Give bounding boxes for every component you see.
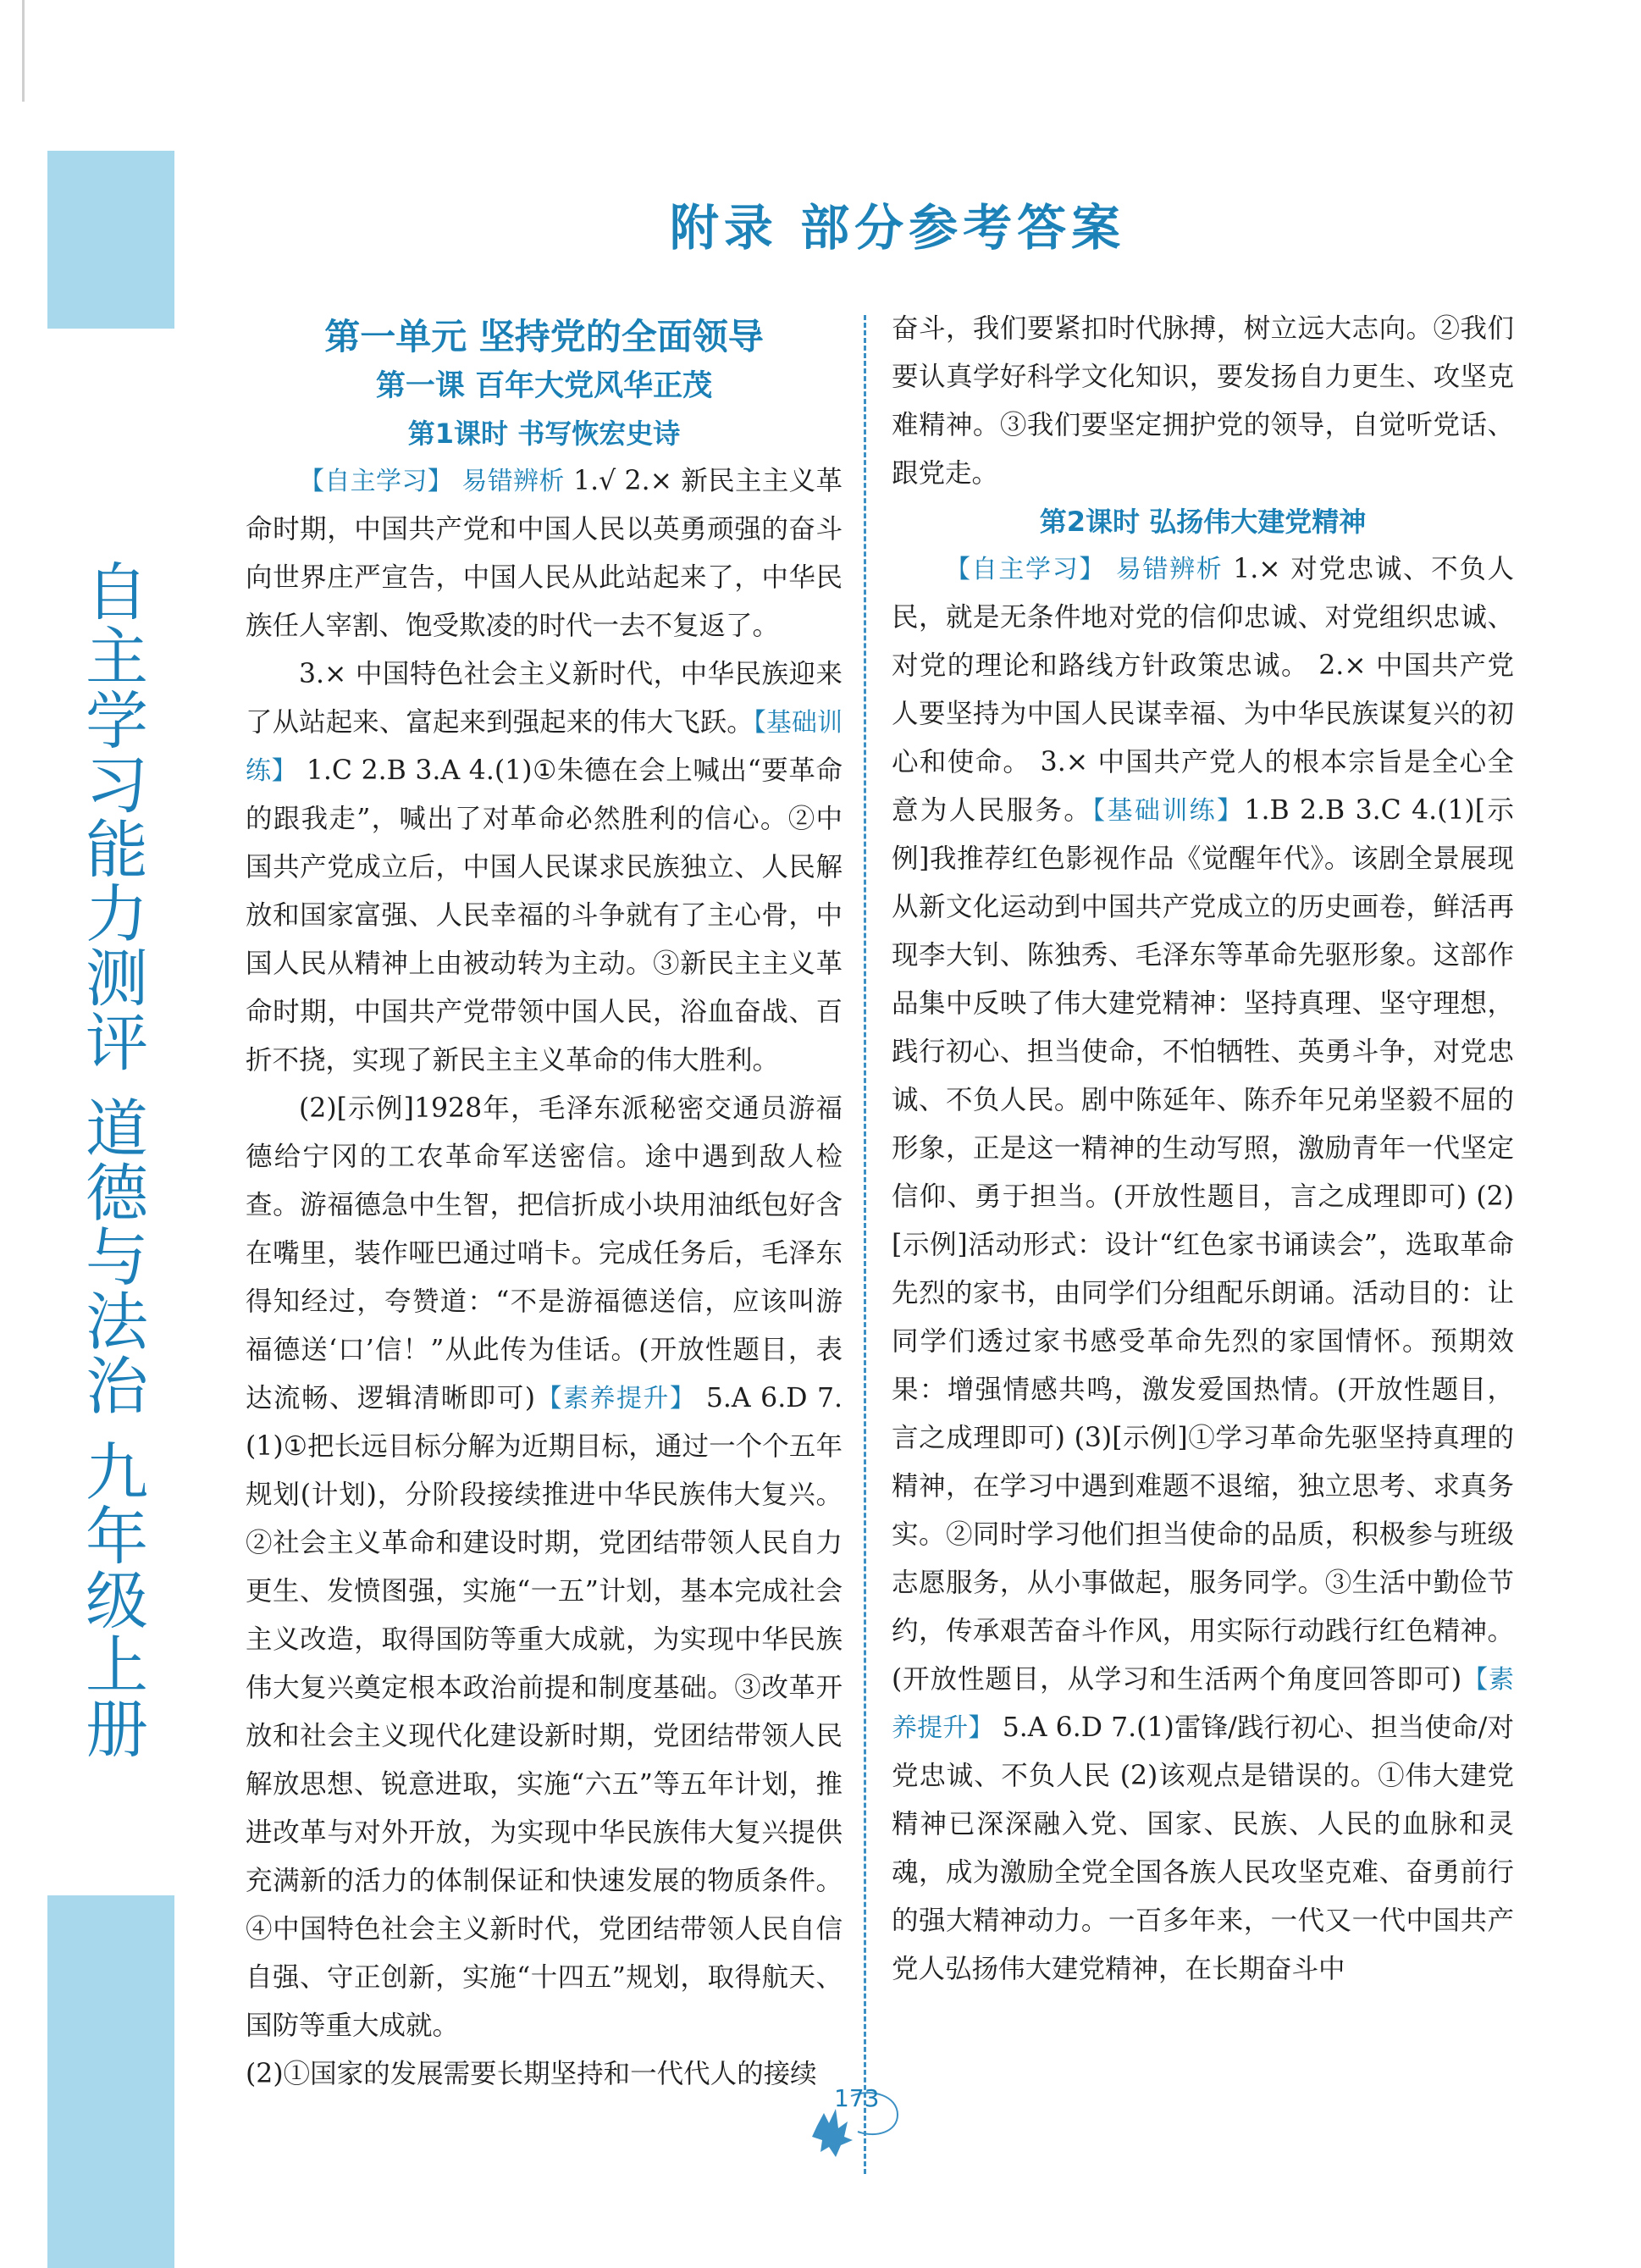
right-column	[892, 305, 1514, 1994]
section-tag: 【素养提升】	[535, 1384, 697, 1413]
section-subtag: 易错辨析	[461, 467, 565, 496]
side-color-bar-top	[47, 151, 174, 329]
section-tag: 【基础训练】	[246, 708, 843, 786]
book-title-vertical: 自主学习能力测评 道德与法治 九年级上册	[75, 559, 148, 1762]
answer-text: 1.√ 2.× 新民主主义革命时期，中国共产党和中国人民以英勇顽强的奋斗向世界庄严宣告，中国人民从此站起来了，中华民族任人宰割、饱受欺凌的时代一去不复返了。	[246, 466, 843, 641]
answer-text: 5.A 6.D 7.(1)雷锋/践行初心、担当使命/对党忠诚、不负人民 (2)该观点是错误的。①伟大建党精神已深深融入党、国家、民族、人民的血脉和灵魂，成为激励全党全国各族人民攻坚克难、奋勇前行的强大精神动力。一百多年来，一代又一代中国共产党人弘扬伟大建党精神，在长期奋斗中	[892, 1712, 1514, 1984]
period-heading: 第2课时 弘扬伟大建党精神	[1039, 506, 1367, 538]
answer-paragraph	[892, 545, 1514, 1994]
section-tag: 【自主学习】	[299, 467, 454, 496]
side-color-bar-bottom	[47, 1895, 174, 2268]
answer-paragraph	[246, 650, 843, 1085]
answer-paragraph	[892, 305, 1514, 498]
answer-text: 3.× 中国特色社会主义新时代，中华民族迎来了从站起来、富起来到强起来的伟大飞跃。	[246, 659, 843, 738]
answer-text: 5.A 6.D 7.(1)①把长远目标分解为近期目标，通过一个个五年规划(计划)，分阶段接续推进中华民族伟大复兴。②社会主义革命和建设时期，党团结带领人民自力更生、发愤图强，实施“一五”计划，基本完成社会主义改造，取得国防等重大成就，为实现中华民族伟大复兴奠定根本政治前提和制度基础。③改革开放和社会主义现代化建设新时期，党团结带领人民解放思想、锐意进取，实施“六五”等五年计划，推进改革与对外开放，为实现中华民族伟大复兴提供充满新的活力的体制保证和快速发展的物质条件。④中国特色社会主义新时代，党团结带领人民自信自强、守正创新，实施“十四五”规划，取得航天、国防等重大成就。	[246, 1383, 843, 2041]
period-heading: 第1课时 书写恢宏史诗	[407, 418, 681, 450]
answer-text: 1.× 对党忠诚、不负人民，就是无条件地对党的信仰忠诚、对党组织忠诚、对党的理论和路线方针政策忠诚。 2.× 中国共产党人要坚持为中国人民谋幸福、为中华民族谋复兴的初心和使命。 3.× 中国共产党人的根本宗旨是全心全意为人民服务。	[892, 554, 1515, 826]
answer-paragraph	[246, 1085, 843, 2050]
page-number: 173	[834, 2084, 880, 2112]
answer-text: (2)[示例]1928年，毛泽东派秘密交通员游福德给宁冈的工农革命军送密信。途中遇到敌人检查。游福德急中生智，把信折成小块用油纸包好含在嘴里，装作哑巴通过哨卡。完成任务后，毛泽东得知经过，夸赞道：“不是游福德送信，应该叫游福德送‘口’信！”从此传为佳话。(开放性题目，表达流畅、逻辑清晰即可)	[246, 1093, 843, 1413]
page-title: 附录 部分参考答案	[669, 199, 1126, 257]
answer-text: 奋斗，我们要紧扣时代脉搏，树立远大志向。②我们要认真学好科学文化知识，要发扬自力更生、攻坚克难精神。③我们要坚定拥护党的领导，自觉听党话、跟党走。	[892, 313, 1514, 489]
left-column	[246, 312, 843, 2099]
answer-text: 1.C 2.B 3.A 4.(1)①朱德在会上喊出“要革命的跟我走”，喊出了对革命必然胜利的信心。②中国共产党成立后，中国人民谋求民族独立、人民解放和国家富强、人民幸福的斗争就有了主心骨，中国人民从精神上由被动转为主动。③新民主主义革命时期，中国共产党带领中国人民，浴血奋战、百折不挠，实现了新民主主义革命的伟大胜利。	[246, 755, 843, 1076]
page-number-badge	[792, 2079, 910, 2164]
answer-paragraph	[246, 457, 843, 650]
answer-text: 1.B 2.B 3.C 4.(1)[示例]我推荐红色影视作品《觉醒年代》。该剧全景展现从新文化运动到中国共产党成立的历史画卷，鲜活再现李大钊、陈独秀、毛泽东等革命先驱形象。这部作品集中反映了伟大建党精神：坚持真理、坚守理想，践行初心、担当使命，不怕牺牲、英勇斗争，对党忠诚、不负人民。剧中陈延年、陈乔年兄弟坚毅不屈的形象，正是这一精神的生动写照，激励青年一代坚定信仰、勇于担当。(开放性题目，言之成理即可) (2)[示例]活动形式：设计“红色家书诵读会”，选取革命先烈的家书，由同学们分组配乐朗诵。活动目的：让同学们透过家书感受革命先烈的家国情怀。预期效果：增强情感共鸣，激发爱国热情。(开放性题目，言之成理即可) (3)[示例]①学习革命先驱坚持真理的精神，在学习中遇到难题不退缩，独立思考、求真务实。②同时学习他们担当使命的品质，积极参与班级志愿服务，从小事做起，服务同学。③生活中勤俭节约，传承艰苦奋斗作风，用实际行动践行红色精神。(开放性题目，从学习和生活两个角度回答即可)	[892, 795, 1514, 1695]
section-subtag: 易错辨析	[1115, 555, 1224, 584]
section-tag: 【基础训练】	[1092, 796, 1245, 826]
answer-text: (2)①国家的发展需要长期坚持和一代代人的接续	[246, 2059, 817, 2089]
answer-paragraph	[246, 2050, 843, 2099]
section-tag: 【自主学习】	[945, 555, 1107, 584]
lesson-heading: 第一课 百年大党风华正茂	[375, 369, 713, 403]
column-divider	[864, 315, 866, 2174]
page-edge-line	[22, 0, 25, 102]
unit-heading: 第一单元 坚持党的全面领导	[324, 316, 764, 357]
section-tag: 【素养提升】	[892, 1665, 1514, 1743]
